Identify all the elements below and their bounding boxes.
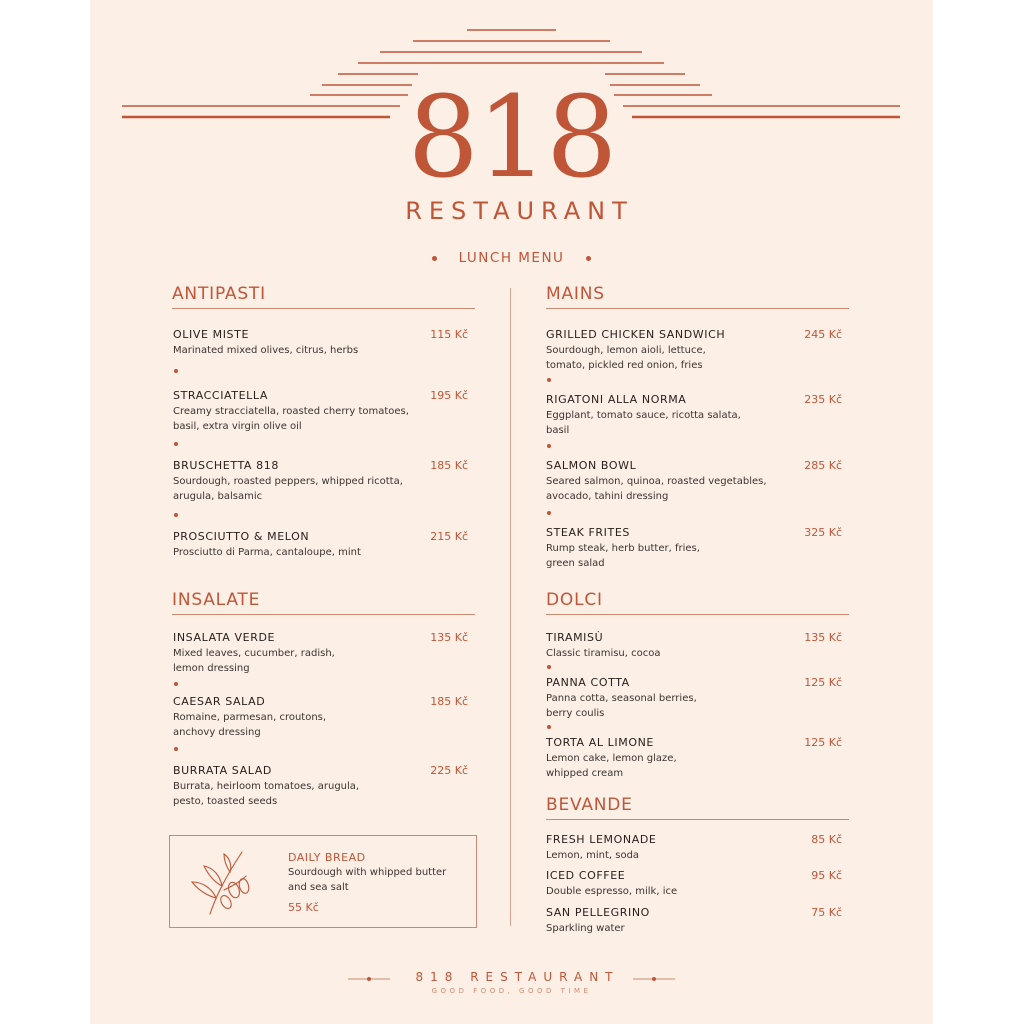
footer-restaurant-name: 818 RESTAURANT xyxy=(415,970,620,984)
daily-bread-price: 55 Kč xyxy=(288,901,319,914)
item-separator-dot xyxy=(547,725,551,729)
item-price: 125 Kč xyxy=(804,736,842,749)
item-separator-dot xyxy=(174,747,178,751)
item-description: Eggplant, tomato sauce, ricotta salata, basil xyxy=(546,410,741,436)
item-description: Romaine, parmesan, croutons, anchovy dressing xyxy=(173,712,327,738)
item-separator-dot xyxy=(174,682,178,686)
item-name: CAESAR SALAD xyxy=(173,695,266,708)
item-name: TORTA AL LIMONE xyxy=(546,736,654,749)
item-separator-dot xyxy=(547,444,551,448)
item-description: Lemon, mint, soda xyxy=(546,850,640,861)
title-bullet xyxy=(586,256,591,261)
menu-title xyxy=(90,250,933,266)
daily-bread-description: Sourdough with whipped butter and sea salt xyxy=(288,867,447,893)
item-name: SALMON BOWL xyxy=(546,459,637,472)
item-description: Panna cotta, seasonal berries, berry coulis xyxy=(546,693,697,719)
section-title-insalate: INSALATE xyxy=(172,590,261,610)
item-name: ICED COFFEE xyxy=(546,869,626,882)
item-description: Mixed leaves, cucumber, radish, lemon dressing xyxy=(173,648,335,674)
item-description: Prosciutto di Parma, cantaloupe, mint xyxy=(173,547,361,558)
item-price: 185 Kč xyxy=(430,459,468,472)
item-separator-dot xyxy=(547,378,551,382)
item-name: OLIVE MISTE xyxy=(173,328,249,341)
item-description: Double espresso, milk, ice xyxy=(546,886,678,897)
item-name: SAN PELLEGRINO xyxy=(546,906,650,919)
item-price: 245 Kč xyxy=(804,328,842,341)
brand-word: RESTAURANT xyxy=(405,197,634,225)
footer-tagline: GOOD FOOD, GOOD TIME xyxy=(431,987,592,995)
column-divider xyxy=(510,288,511,926)
menu-title-text: LUNCH MENU xyxy=(458,250,565,266)
item-description: Creamy stracciatella, roasted cherry tomatoes, basil, extra virgin olive oil xyxy=(173,406,409,432)
item-description: Sourdough, roasted peppers, whipped ricotta, arugula, balsamic xyxy=(173,476,403,502)
item-price: 95 Kč xyxy=(811,869,842,882)
item-name: TIRAMISÙ xyxy=(546,631,604,644)
daily-bread-card xyxy=(169,835,477,928)
item-price: 85 Kč xyxy=(811,833,842,846)
item-price: 215 Kč xyxy=(430,530,468,543)
item-description: Sourdough, lemon aioli, lettuce, tomato, pickled red onion, fries xyxy=(546,345,706,371)
item-description: Burrata, heirloom tomatoes, arugula, pesto, toasted seeds xyxy=(173,781,360,807)
item-name: BURRATA SALAD xyxy=(173,764,272,777)
item-price: 185 Kč xyxy=(430,695,468,708)
brand-number: 818 xyxy=(407,73,616,203)
section-rule xyxy=(172,308,475,309)
item-description: Lemon cake, lemon glaze, whipped cream xyxy=(546,753,677,779)
item-name: PROSCIUTTO & MELON xyxy=(173,530,310,543)
item-description: Marinated mixed olives, citrus, herbs xyxy=(173,345,359,356)
item-name: BRUSCHETTA 818 xyxy=(173,459,279,472)
item-price: 75 Kč xyxy=(811,906,842,919)
menu-page xyxy=(90,0,933,1024)
section-title-dolci: DOLCI xyxy=(546,590,603,610)
section-title-bevande: BEVANDE xyxy=(546,795,633,815)
item-price: 195 Kč xyxy=(430,389,468,402)
item-price: 235 Kč xyxy=(804,393,842,406)
item-price: 285 Kč xyxy=(804,459,842,472)
item-price: 325 Kč xyxy=(804,526,842,539)
olive-branch-icon xyxy=(186,846,258,918)
section-title-mains: MAINS xyxy=(546,284,605,304)
item-price: 135 Kč xyxy=(804,631,842,644)
item-description: Classic tiramisu, cocoa xyxy=(546,648,661,659)
item-name: GRILLED CHICKEN SANDWICH xyxy=(546,328,726,341)
section-rule xyxy=(546,308,849,309)
title-bullet xyxy=(432,256,437,261)
item-name: FRESH LEMONADE xyxy=(546,833,657,846)
item-name: PANNA COTTA xyxy=(546,676,630,689)
item-description: Rump steak, herb butter, fries, green salad xyxy=(546,543,700,569)
item-name: STRACCIATELLA xyxy=(173,389,269,402)
section-rule xyxy=(546,819,849,820)
section-rule xyxy=(172,614,475,615)
item-separator-dot xyxy=(547,665,551,669)
item-description: Seared salmon, quinoa, roasted vegetables, avocado, tahini dressing xyxy=(546,476,767,502)
section-title-antipasti: ANTIPASTI xyxy=(172,284,266,304)
item-description: Sparkling water xyxy=(546,923,625,934)
item-price: 135 Kč xyxy=(430,631,468,644)
daily-bread-title: DAILY BREAD xyxy=(288,851,366,864)
section-rule xyxy=(546,614,849,615)
item-name: INSALATA VERDE xyxy=(173,631,276,644)
item-separator-dot xyxy=(174,513,178,517)
item-price: 125 Kč xyxy=(804,676,842,689)
item-price: 225 Kč xyxy=(430,764,468,777)
item-separator-dot xyxy=(174,369,178,373)
item-separator-dot xyxy=(174,442,178,446)
item-price: 115 Kč xyxy=(430,328,468,341)
item-name: STEAK FRITES xyxy=(546,526,630,539)
item-name: RIGATONI ALLA NORMA xyxy=(546,393,687,406)
item-separator-dot xyxy=(547,511,551,515)
